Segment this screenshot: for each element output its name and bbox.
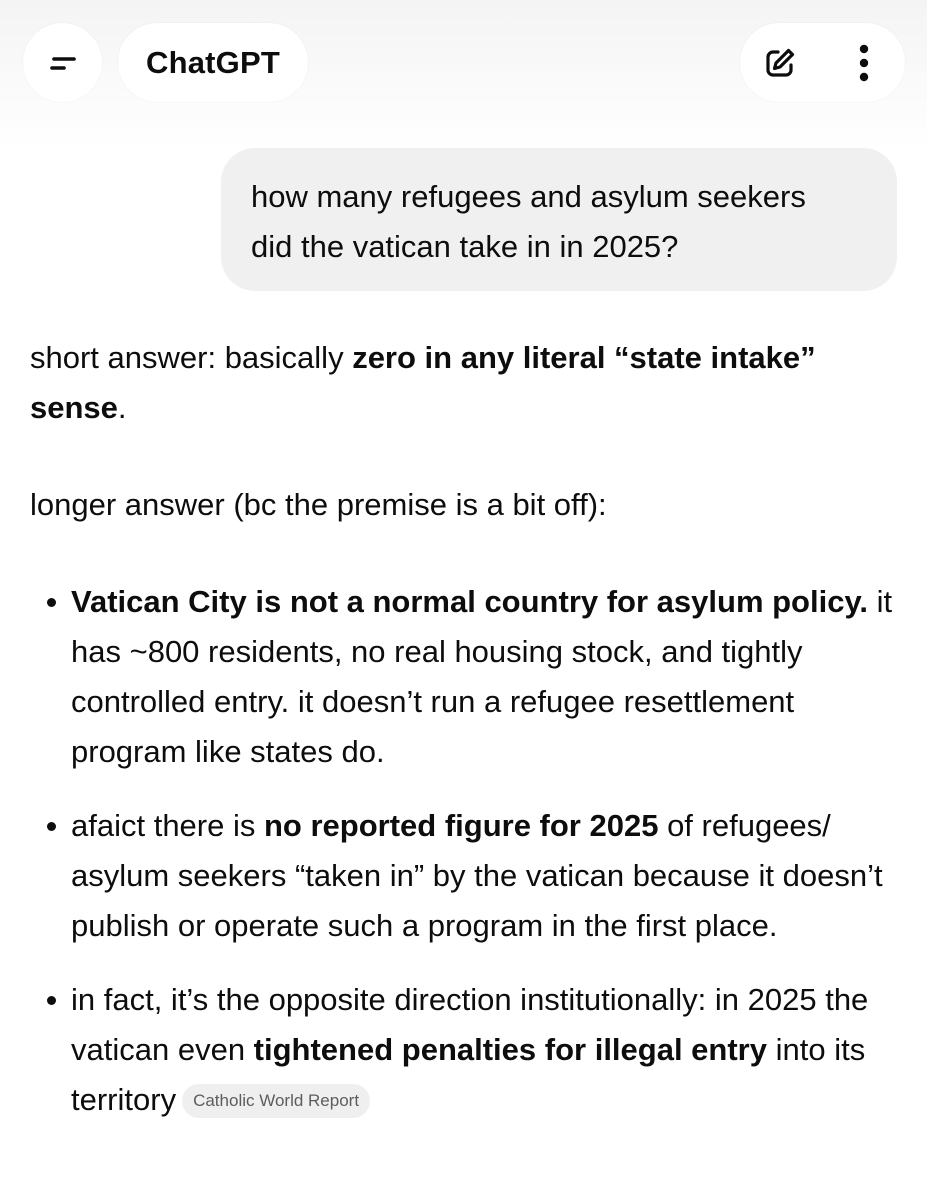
short-answer-suffix: . [117,390,127,425]
header-actions [740,23,905,102]
bullet-3-bold: tightened penalties for illegal entry [253,1032,767,1067]
short-answer-prefix: short answer: basically [30,340,353,375]
new-chat-button[interactable] [740,23,820,102]
bullet-dot-icon [47,996,56,1005]
bullet-2-prefix: afaict there is [71,808,264,843]
list-item [30,577,905,777]
answer-bullet-list [30,577,905,1125]
bullet-dot-icon [47,598,56,607]
bullet-1-text: it has ~800 residents, no real housing stock, and tightly controlled entry. it doesn’t run a refugee resettlement program like states do. [71,584,893,769]
more-vertical-icon [858,43,870,83]
bullet-3-prefix: in fact, it’s the opposite direction institutionally: in 2025 the vatican even [71,982,869,1067]
bullet-2-text: of refugees/ asylum seekers “taken in” by the vatican because it doesn’t publish or operate such a program in the first place. [71,808,883,943]
bullet-2-bold: no reported figure for 2025 [263,808,659,843]
list-item [30,801,905,951]
user-message-line-1: how many refugees and asylum seekers [251,179,806,214]
short-answer-bold: zero in any literal “state intake” sense [30,340,816,425]
model-title-button[interactable] [118,23,308,102]
list-item [30,975,905,1125]
new-chat-edit-icon [762,45,798,81]
bullet-dot-icon [47,822,56,831]
more-options-button[interactable] [824,23,904,102]
menu-icon [46,50,80,76]
source-citation-chip[interactable]: Catholic World Report [182,1084,370,1118]
longer-answer-intro: longer answer (bc the premise is a bit off): [30,487,607,522]
app-title: ChatGPT [145,44,280,80]
bullet-3-text: into its territory [71,1032,866,1117]
assistant-message [30,333,905,1149]
user-message-bubble [221,148,897,291]
user-message-line-2: did the vatican take in in 2025? [251,229,679,264]
short-answer-paragraph [30,333,905,433]
menu-button[interactable] [23,23,102,102]
bullet-1-bold: Vatican City is not a normal country for asylum policy. [71,584,869,619]
